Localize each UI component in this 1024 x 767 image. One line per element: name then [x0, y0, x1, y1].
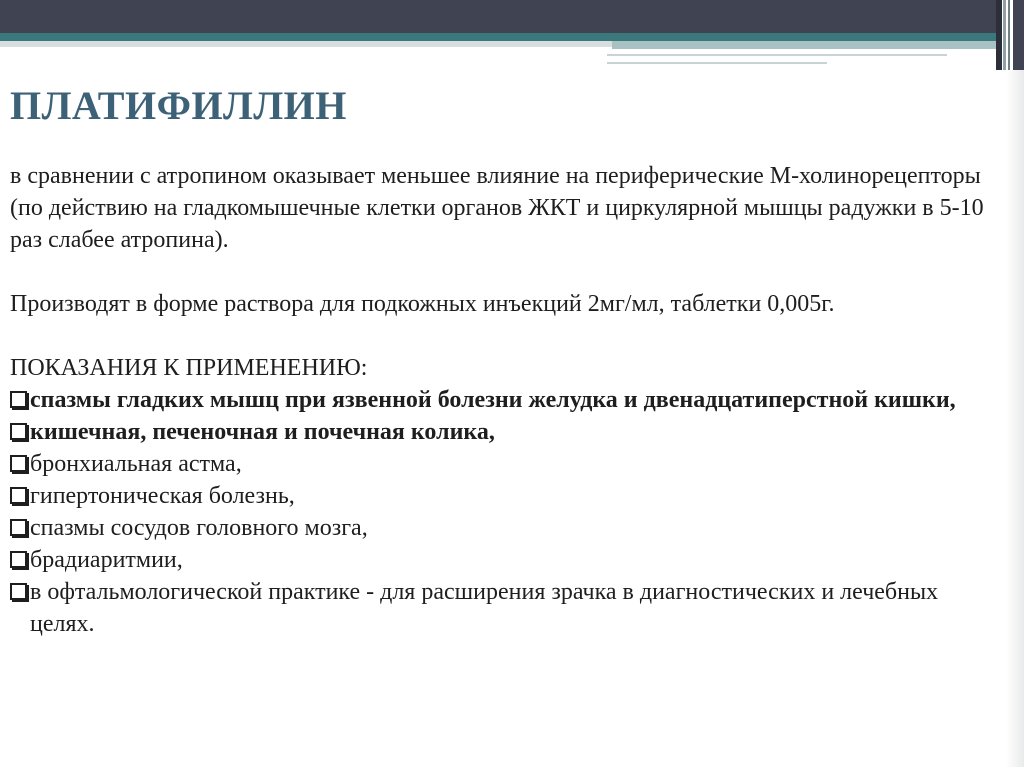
slide-body [10, 160, 1000, 640]
indication-text: бронхиальная астма, [30, 451, 242, 477]
checkbox-bullet-icon [10, 583, 27, 600]
indication-item [10, 480, 1000, 512]
indication-item [10, 416, 1000, 448]
checkbox-bullet-icon [10, 551, 27, 568]
checkbox-bullet-icon [10, 519, 27, 536]
description-paragraph: в сравнении с атропином оказывает меньшее влияние на периферические М-холинорецепторы (по действию на гладкомышечные клетки органов ЖКТ и циркулярной мышцы радужки в 5-10 раз слабее атропина). [10, 163, 984, 253]
checkbox-bullet-icon [10, 487, 27, 504]
header-bar [0, 0, 1000, 33]
indication-item [10, 512, 1000, 544]
indication-text: гипертоническая болезнь, [30, 483, 295, 509]
corner-decor-bar [1008, 0, 1010, 70]
indications-list [10, 384, 1000, 640]
indication-item [10, 384, 1000, 416]
indication-text: брадиаритмии, [30, 547, 183, 573]
checkbox-bullet-icon [10, 391, 27, 408]
corner-decor-bar [1013, 0, 1024, 70]
header-light-stripe-right [612, 41, 1000, 49]
indication-text: спазмы сосудов головного мозга, [30, 515, 368, 541]
corner-decor-bar [996, 0, 1002, 70]
indications-heading: ПОКАЗАНИЯ К ПРИМЕНЕНИЮ: [10, 355, 368, 381]
indication-text: в офтальмологической практике - для расширения зрачка в диагностических и лечебных целях. [30, 579, 939, 637]
header-light-stripe [0, 41, 612, 47]
indication-item [10, 576, 1000, 640]
corner-decor-bar [1003, 0, 1006, 70]
slide-title: ПЛАТИФИЛЛИН [10, 83, 347, 128]
indication-text: кишечная, печеночная и почечная колика, [30, 419, 495, 445]
header-decor-line [607, 54, 947, 56]
checkbox-bullet-icon [10, 423, 27, 440]
indication-item [10, 544, 1000, 576]
header-accent-stripe [0, 33, 1000, 41]
right-edge-shadow [1006, 70, 1024, 767]
header-decor-line [607, 62, 827, 64]
indication-item [10, 448, 1000, 480]
dosage-form-paragraph: Производят в форме раствора для подкожных инъекций 2мг/мл, таблетки 0,005г. [10, 291, 835, 317]
checkbox-bullet-icon [10, 455, 27, 472]
indication-text: спазмы гладких мышц при язвенной болезни желудка и двенадцатиперстной кишки, [30, 387, 956, 413]
